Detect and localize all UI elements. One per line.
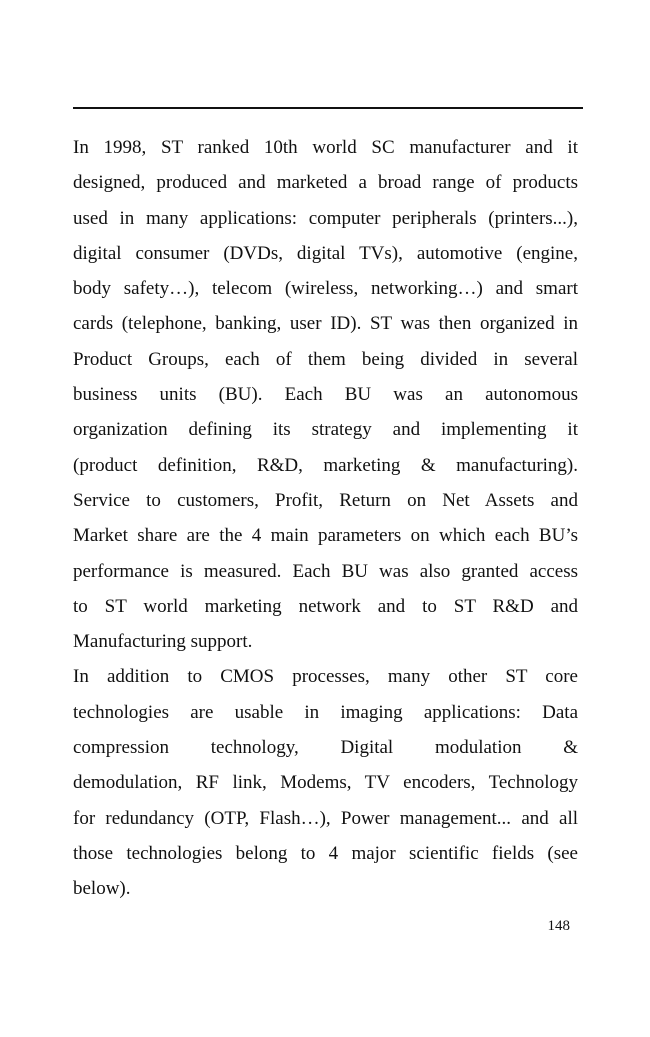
text-line: technologies are usable in imaging applications: Data bbox=[73, 701, 578, 723]
text-line: used in many applications: computer peripherals (printers...), bbox=[73, 207, 578, 229]
text-line: demodulation, RF link, Modems, TV encoders, Technology bbox=[73, 772, 578, 794]
text-line: those technologies belong to 4 major scientific fields (see bbox=[73, 842, 578, 864]
text-line: compression technology, Digital modulation & bbox=[73, 737, 578, 759]
text-line: Manufacturing support. bbox=[73, 631, 253, 653]
text-line: organization defining its strategy and implementing it bbox=[73, 419, 578, 441]
text-line: to ST world marketing network and to ST R&D and bbox=[73, 595, 578, 617]
text-line: designed, produced and marketed a broad range of products bbox=[73, 172, 578, 194]
page-number: 148 bbox=[547, 918, 570, 934]
text-line: Service to customers, Profit, Return on Net Assets and bbox=[73, 489, 578, 511]
body-text bbox=[73, 130, 578, 907]
paragraph-core-technologies bbox=[73, 659, 578, 906]
paragraph-st-overview bbox=[73, 130, 578, 659]
text-line: cards (telephone, banking, user ID). ST was then organized in bbox=[73, 313, 578, 335]
text-line: In addition to CMOS processes, many other ST core bbox=[73, 666, 578, 688]
text-line: digital consumer (DVDs, digital TVs), automotive (engine, bbox=[73, 242, 578, 264]
text-line: performance is measured. Each BU was also granted access bbox=[73, 560, 578, 582]
text-line: below). bbox=[73, 878, 131, 900]
text-line: Market share are the 4 main parameters on which each BU’s bbox=[73, 525, 578, 547]
text-line: In 1998, ST ranked 10th world SC manufacturer and it bbox=[73, 137, 578, 158]
text-line: for redundancy (OTP, Flash…), Power management... and all bbox=[73, 807, 578, 829]
header-rule bbox=[73, 107, 583, 109]
text-line: Product Groups, each of them being divided in several bbox=[73, 348, 578, 370]
text-line: (product definition, R&D, marketing & manufacturing). bbox=[73, 454, 578, 476]
text-line: body safety…), telecom (wireless, networking…) and smart bbox=[73, 278, 578, 300]
text-line: business units (BU). Each BU was an autonomous bbox=[73, 384, 578, 406]
